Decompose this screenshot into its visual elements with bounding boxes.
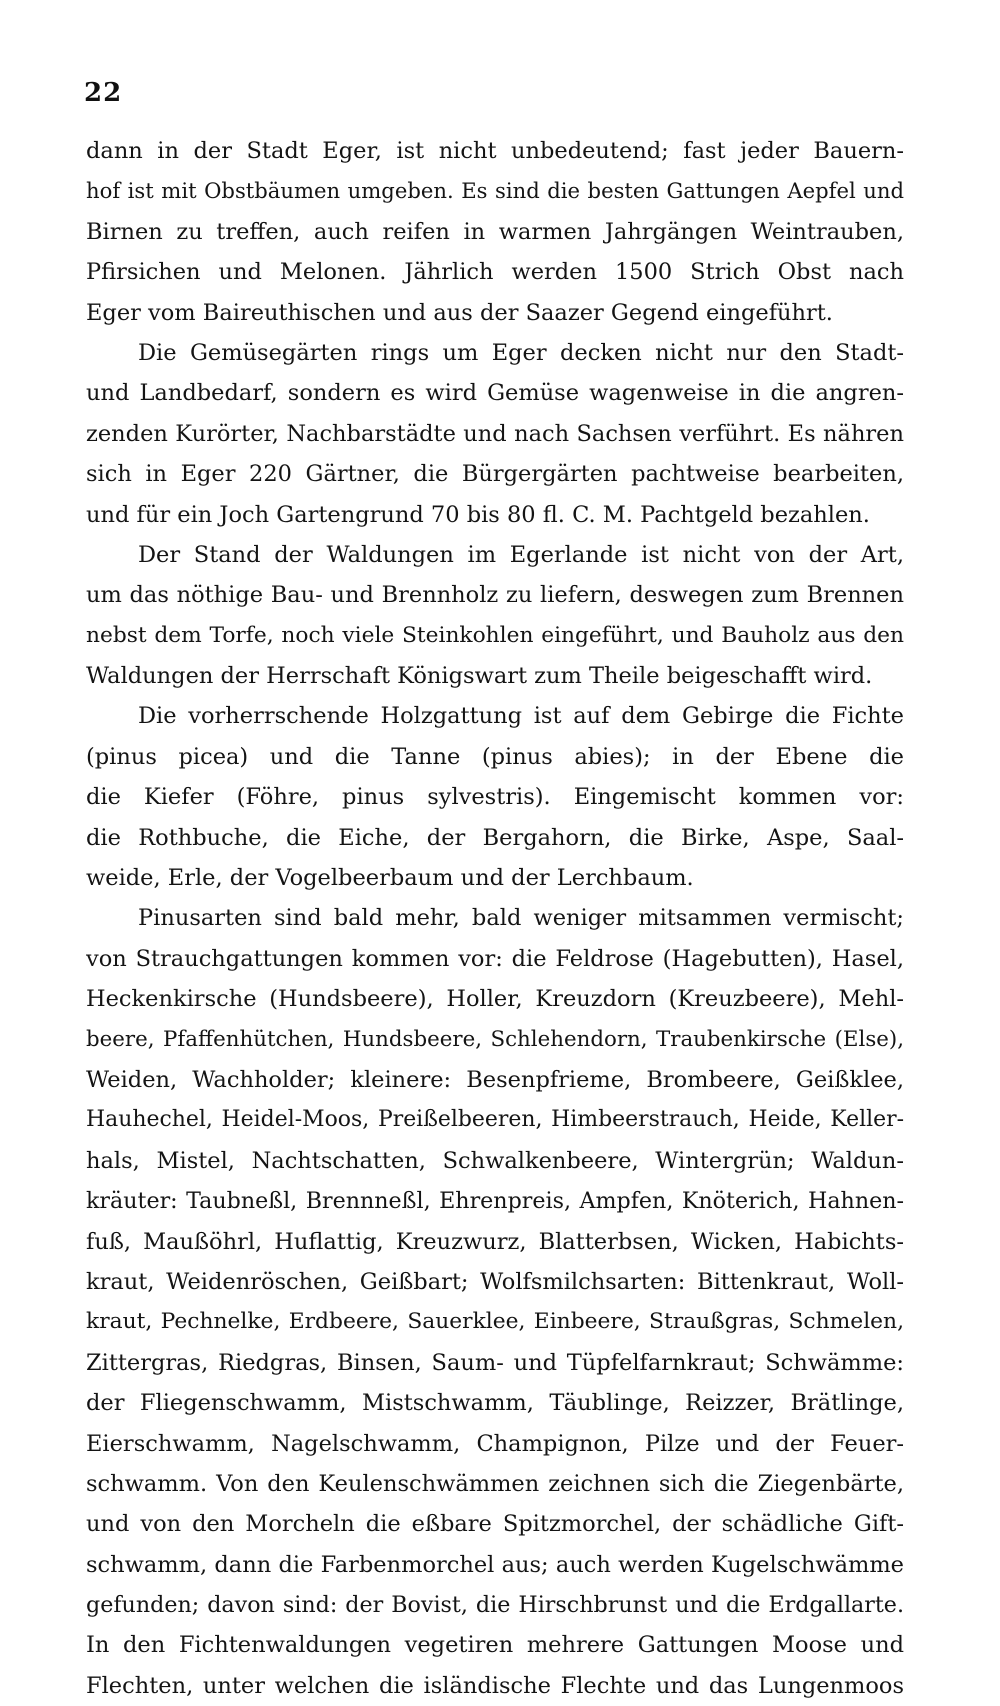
text-line: nebst dem Torfe, noch viele Steinkohlen eingeführt, und Bauholz aus den [86,622,904,648]
text-line: Die Gemüsegärten rings um Eger decken nicht nur den Stadt- [138,339,904,366]
text-line: schwamm. Von den Keulenschwämmen zeichnen sich die Ziegenbärte, [86,1470,904,1497]
text-line: kraut, Pechnelke, Erdbeere, Sauerklee, Einbeere, Straußgras, Schmelen, [86,1309,904,1335]
text-line: Eierschwamm, Nagelschwamm, Champignon, Pilze und der Feuer- [86,1430,904,1457]
text-line: dann in der Stadt Eger, ist nicht unbedeutend; fast jeder Bauern- [86,138,904,164]
text-line: sich in Eger 220 Gärtner, die Bürgergärten pachtweise bearbeiten, [86,461,904,488]
body-text [86,131,904,1706]
text-line: Flechten, unter welchen die isländische Flechte und das Lungenmoos [86,1672,904,1699]
text-line: Pfirsichen und Melonen. Jährlich werden 1500 Strich Obst nach [86,259,904,286]
text-line: Die vorherrschende Holzgattung ist auf dem Gebirge die Fichte [138,703,904,730]
text-line: Heckenkirsche (Hundsbeere), Holler, Kreuzdorn (Kreuzbeere), Mehl- [86,986,904,1013]
text-line: (pinus picea) und die Tanne (pinus abies); in der Ebene die [86,743,904,770]
text-line: beere, Pfaffenhütchen, Hundsbeere, Schlehendorn, Traubenkirsche (Else), [86,1026,904,1052]
text-line: von Strauchgattungen kommen vor: die Feldrose (Hagebutten), Hasel, [86,945,904,972]
text-line: Hauhechel, Heidel-Moos, Preißelbeeren, Himbeerstrauch, Heide, Keller- [86,1107,904,1133]
text-line: Birnen zu treffen, auch reifen in warmen Jahrgängen Weintrauben, [86,218,904,245]
text-line: Waldungen der Herrschaft Königswart zum Theile beigeschafft wird. [86,663,873,690]
text-line: gefunden; davon sind: der Bovist, die Hirschbrunst und die Erdgallarte. [86,1592,904,1619]
text-line: kräuter: Taubneßl, Brennneßl, Ehrenpreis, Ampfen, Knöterich, Hahnen- [86,1188,904,1215]
text-line: schwamm, dann die Farbenmorchel aus; auch werden Kugelschwämme [86,1551,904,1578]
text-line: weide, Erle, der Vogelbeerbaum und der Lerchbaum. [86,865,694,892]
text-line: und von den Morcheln die eßbare Spitzmorchel, der schädliche Gift- [86,1511,904,1538]
text-line: kraut, Weidenröschen, Geißbart; Wolfsmilchsarten: Bittenkraut, Woll- [86,1268,904,1295]
text-line: In den Fichtenwaldungen vegetiren mehrere Gattungen Moose und [86,1632,904,1659]
text-line: Pinusarten sind bald mehr, bald weniger mitsammen vermischt; [138,905,904,932]
text-line: die Kiefer (Föhre, pinus sylvestris). Eingemischt kommen vor: [86,784,904,811]
text-line: Zittergras, Riedgras, Binsen, Saum- und Tüpfelfarnkraut; Schwämme: [86,1349,904,1376]
text-line: hals, Mistel, Nachtschatten, Schwalkenbeere, Wintergrün; Waldun- [86,1147,904,1174]
text-line: und Landbedarf, sondern es wird Gemüse wagenweise in die angren- [86,380,904,407]
page-number: 22 [84,78,123,108]
text-line: und für ein Joch Gartengrund 70 bis 80 fl. C. M. Pachtgeld bezahlen. [86,501,870,528]
text-line: die Rothbuche, die Eiche, der Bergahorn, die Birke, Aspe, Saal- [86,824,904,851]
text-line: Eger vom Baireuthischen und aus der Saazer Gegend eingeführt. [86,299,833,326]
text-line: Weiden, Wachholder; kleinere: Besenpfrieme, Brombeere, Geißklee, [86,1066,904,1093]
text-line: hof ist mit Obstbäumen umgeben. Es sind die besten Gattungen Aepfel und [86,178,904,204]
text-line: Der Stand der Waldungen im Egerlande ist nicht von der Art, [138,541,904,568]
text-line: fuß, Maußöhrl, Huflattig, Kreuzwurz, Blatterbsen, Wicken, Habichts- [86,1228,904,1255]
text-line: zenden Kurörter, Nachbarstädte und nach Sachsen verführt. Es nähren [86,420,904,447]
text-line: um das nöthige Bau- und Brennholz zu liefern, deswegen zum Brennen [86,582,904,609]
text-line: der Fliegenschwamm, Mistschwamm, Täublinge, Reizzer, Brätlinge, [86,1390,904,1417]
